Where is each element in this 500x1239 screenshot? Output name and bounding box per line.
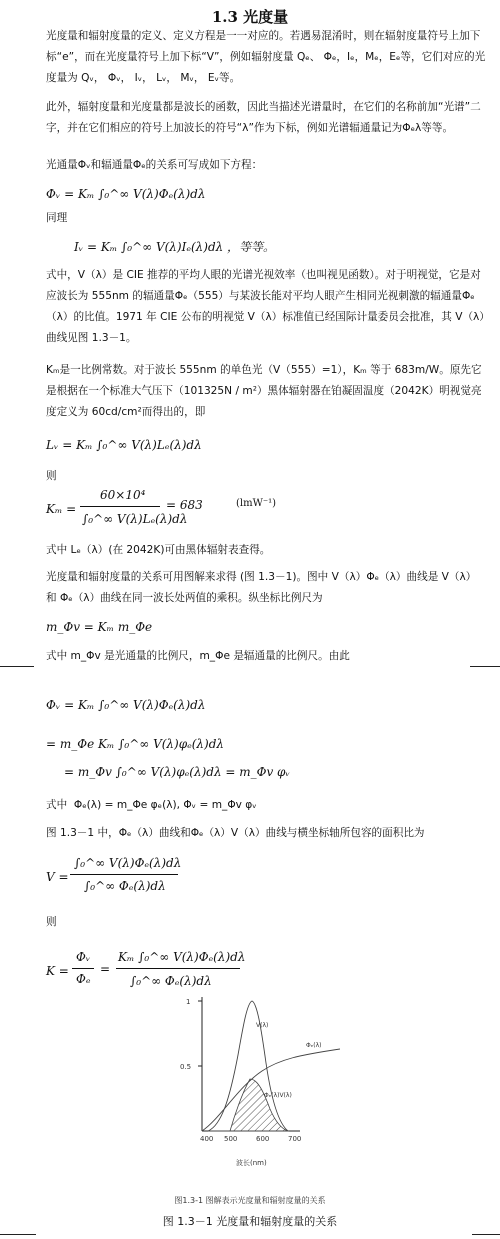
eq4-numerator: 60×10⁴: [100, 488, 146, 502]
page-corner-mark: [0, 1234, 36, 1235]
equation-scale: m_Φv = Kₘ m_Φe: [46, 620, 153, 634]
page-corner-mark: [0, 666, 34, 667]
equation-phi-v-step2: = m_Φe Kₘ ∫₀^∞ V(λ)φₑ(λ)dλ: [46, 737, 225, 751]
x-tick-label-500: 500: [224, 1135, 238, 1143]
paragraph-relation: 光通量Φᵥ和辐通量Φₑ的关系可写成如下方程：: [46, 159, 263, 171]
figure-caption: 图 1.3－1 光度量和辐射度量的关系: [162, 1215, 338, 1228]
eq10-lhs: K =: [46, 964, 69, 978]
eq10-den2: ∫₀^∞ Φₑ(λ)dλ: [130, 974, 212, 988]
page-corner-mark: [472, 1234, 500, 1235]
paragraph-graphic: 光度量和辐射度量的关系可用图解来求得 (图 1.3－1)。图中 V（λ）Φₑ（λ）曲线是 V（λ）和 Φₑ（λ）曲线在同一波长处两值的乘积。纵坐标比例尺为: [46, 571, 477, 604]
page-corner-mark: [470, 666, 500, 667]
paragraph-spectral: 此外，辐射度量和光度量都是波长的函数，因此当描述光谱量时，在它们的名称前加“光谱”二字，并在它们相应的符号上加波长的符号“λ”作为下标，例如光谱辐通量记为Φₑλ等等。: [46, 101, 481, 134]
paragraph-v-lambda: 式中，V（λ）是 CIE 推荐的平均人眼的光谱光视效率（也叫视见函数）。对于明视觉，它是对应波长为 555nm 的辐通量Φₑ（555）与某波长能对平均人眼产生相同光视刺激的辐通量Φₑ（λ）的比值。1971 年 CIE 公布的明视觉 V（λ）标准值已经国际计量委员会批准，其 V（λ）曲线见图 1.3－1。: [46, 269, 485, 344]
eq4-rhs: = 683: [166, 498, 203, 512]
fraction-bar: [72, 968, 94, 969]
paragraph-km-constant: Kₘ是一比例常数。对于波长 555nm 的单色光（V（555）=1），Kₘ 等于 683m/W。原先它是根据在一个标准大气压下（101325N / m²）黑体辐射器在铂凝固温度（2042K）明视觉亮度定义为 60cd/cm²而得出的，即: [46, 364, 482, 418]
x-tick-label-600: 600: [256, 1135, 270, 1143]
eq10-num1: Φᵥ: [76, 950, 91, 964]
figure-small-caption: 图1.3-1 图解表示光度量和辐射度量的关系: [174, 1196, 326, 1205]
paragraph-area-ratio: 图 1.3－1 中，Φₑ（λ）曲线和Φₑ（λ）V（λ）曲线与横坐标轴所包容的面积比为: [46, 827, 425, 839]
x-axis-label: 波长(nm): [236, 1159, 267, 1167]
paragraph-definitions: 光度量和辐射度量的定义、定义方程是一一对应的。若遇易混淆时，则在辐射度量符号上加下标“e”，而在光度量符号上加下标“V”，例如辐射度量 Qₑ、 Φₑ，Iₑ，Mₑ，Eₑ等，它们对应的光度量为 Qᵥ， Φᵥ， Iᵥ， Lᵥ， Mᵥ， Eᵥ等。: [46, 30, 486, 84]
text-tongli: 同理: [46, 212, 68, 224]
text-ze: 则: [46, 470, 57, 482]
label-v-lambda: V(λ): [256, 1022, 269, 1029]
equation-phi-v: Φᵥ = Kₘ ∫₀^∞ V(λ)Φₑ(λ)dλ: [46, 698, 206, 712]
eq9-denominator: ∫₀^∞ Φₑ(λ)dλ: [84, 879, 166, 893]
fraction-bar: [116, 968, 240, 969]
eq10-num2: Kₘ ∫₀^∞ V(λ)Φₑ(λ)dλ: [118, 950, 246, 964]
fraction-bar: [70, 874, 178, 875]
paragraph-where: 式中 Φₑ(λ) = m_Φe φₑ(λ), Φᵥ = m_Φv φᵥ: [46, 799, 257, 811]
eq4-lhs: Kₘ =: [46, 502, 77, 516]
x-tick-label-400: 400: [200, 1135, 214, 1143]
label-product: Φₑ(λ)V(λ): [264, 1092, 292, 1099]
eq10-equals: =: [100, 962, 111, 976]
eq4-denominator: ∫₀^∞ V(λ)Lₑ(λ)dλ: [82, 512, 188, 526]
eq9-numerator: ∫₀^∞ V(λ)Φₑ(λ)dλ: [74, 856, 182, 870]
label-phi-e: Φₑ(λ): [306, 1042, 322, 1049]
equation-luminous-flux: Φᵥ = Kₘ ∫₀^∞ V(λ)Φₑ(λ)dλ: [46, 187, 206, 201]
equation-phi-v-step3: = m_Φv ∫₀^∞ V(λ)φₑ(λ)dλ = m_Φv φᵥ: [64, 765, 290, 779]
paragraph-scale-meaning: 式中 m_Φv 是光通量的比例尺，m_Φe 是辐通量的比例尺。由此: [46, 650, 350, 662]
product-curve-area: [230, 1079, 288, 1131]
equation-luminance: Lᵥ = Kₘ ∫₀^∞ V(λ)Lₑ(λ)dλ: [46, 438, 202, 452]
fraction-bar: [80, 506, 160, 507]
eq9-lhs: V =: [46, 870, 69, 884]
paragraph-blackbody: 式中 Lₑ（λ）(在 2042K)可由黑体辐射表查得。: [46, 544, 271, 556]
x-tick-label-700: 700: [288, 1135, 302, 1143]
page-gap: [0, 672, 500, 688]
text-ze-2: 则: [46, 916, 57, 928]
y-tick-label-1: 1: [186, 998, 191, 1006]
figure-flux-curves: [160, 985, 340, 1175]
equation-luminous-intensity: Iᵥ = Kₘ ∫₀^∞ V(λ)Iₑ(λ)dλ ，等等。: [74, 240, 276, 254]
eq10-den1: Φₑ: [76, 972, 91, 986]
section-title: 1.3 光度量: [211, 8, 289, 26]
y-tick-label-0-5: 0.5: [180, 1063, 192, 1071]
eq4-unit: (lmW⁻¹): [236, 498, 277, 509]
